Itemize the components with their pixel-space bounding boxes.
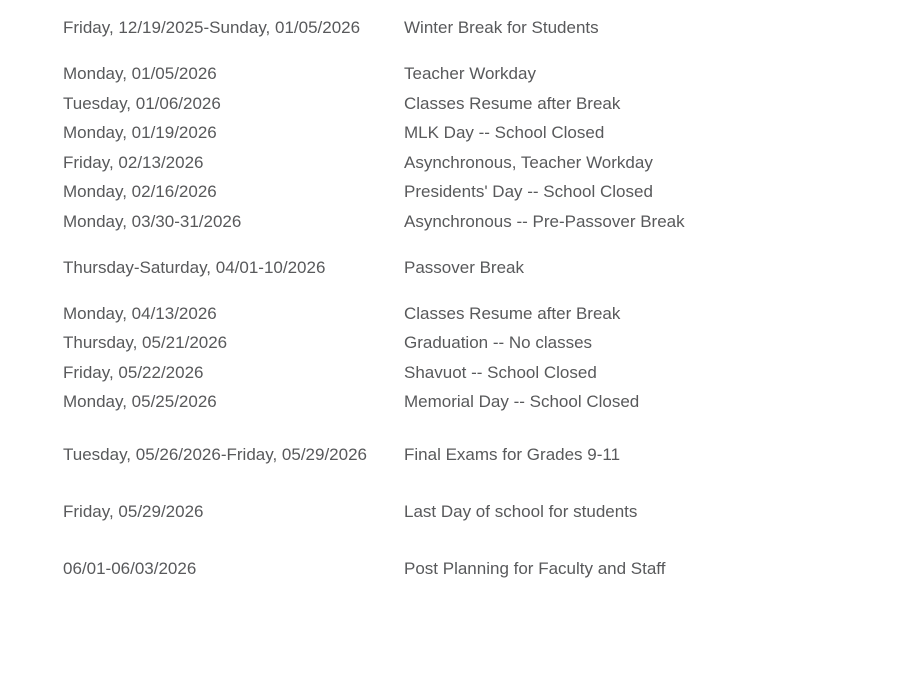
calendar-date: Monday, 01/19/2026 xyxy=(63,123,217,142)
calendar-event: Last Day of school for students xyxy=(404,502,638,521)
calendar-date: 06/01-06/03/2026 xyxy=(63,559,197,578)
calendar-date: Friday, 02/13/2026 xyxy=(63,152,204,172)
calendar-date: Tuesday, 01/06/2026 xyxy=(63,93,221,113)
calendar-date: Tuesday, 05/26/2026-Friday, 05/29/2026 xyxy=(63,445,367,464)
calendar-event: Winter Break for Students xyxy=(404,18,599,37)
calendar-date: Monday, 04/13/2026 xyxy=(63,303,217,323)
calendar-event: Presidents' Day -- School Closed xyxy=(404,182,653,201)
calendar-row xyxy=(0,334,903,351)
calendar-date: Friday, 05/29/2026 xyxy=(63,502,204,521)
calendar-row xyxy=(0,503,903,520)
calendar-row xyxy=(0,446,903,463)
calendar-date: Friday, 05/22/2026 xyxy=(63,362,204,382)
calendar-event: MLK Day -- School Closed xyxy=(404,123,605,142)
calendar-event: Teacher Workday xyxy=(404,64,536,83)
calendar-row xyxy=(0,0,903,36)
calendar-row xyxy=(0,154,903,171)
calendar-row xyxy=(0,124,903,141)
calendar-row xyxy=(0,95,903,112)
calendar-event: Passover Break xyxy=(404,257,524,277)
calendar-row xyxy=(0,65,903,82)
calendar-row xyxy=(0,305,903,322)
calendar-row xyxy=(0,183,903,200)
calendar-date: Monday, 05/25/2026 xyxy=(63,392,217,411)
calendar-date: Thursday-Saturday, 04/01-10/2026 xyxy=(63,257,326,277)
calendar-date: Monday, 03/30-31/2026 xyxy=(63,211,242,231)
calendar-event: Shavuot -- School Closed xyxy=(404,362,597,382)
calendar-row xyxy=(0,259,903,276)
calendar-date: Friday, 12/19/2025-Sunday, 01/05/2026 xyxy=(63,18,361,37)
calendar-event: Final Exams for Grades 9-11 xyxy=(404,445,621,464)
calendar-event: Graduation -- No classes xyxy=(404,333,593,352)
calendar-row xyxy=(0,364,903,381)
calendar-date: Monday, 02/16/2026 xyxy=(63,182,217,201)
calendar-date: Monday, 01/05/2026 xyxy=(63,64,217,83)
calendar-date: Thursday, 05/21/2026 xyxy=(63,333,228,352)
calendar-event: Post Planning for Faculty and Staff xyxy=(404,559,666,578)
calendar-row xyxy=(0,213,903,230)
calendar-event: Classes Resume after Break xyxy=(404,93,621,113)
calendar-event: Memorial Day -- School Closed xyxy=(404,392,640,411)
calendar-row xyxy=(0,393,903,410)
calendar-event: Classes Resume after Break xyxy=(404,303,621,323)
calendar-event: Asynchronous, Teacher Workday xyxy=(404,152,653,172)
calendar-event: Asynchronous -- Pre-Passover Break xyxy=(404,211,685,231)
calendar-row xyxy=(0,560,903,577)
